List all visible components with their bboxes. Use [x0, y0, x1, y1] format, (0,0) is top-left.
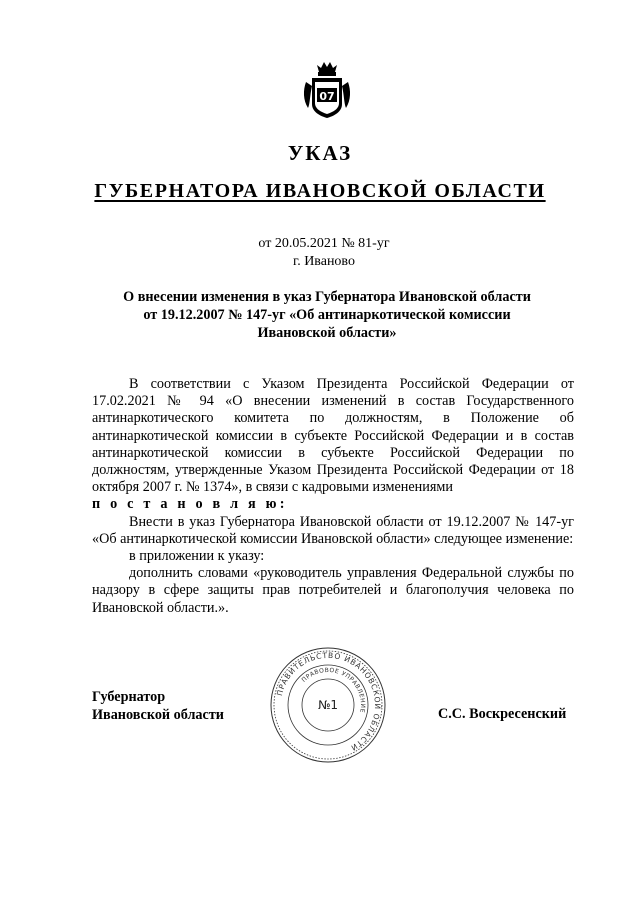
svg-text:ПРАВОВОЕ УПРАВЛЕНИЕ: ПРАВОВОЕ УПРАВЛЕНИЕ [300, 666, 367, 714]
subject-line: О внесении изменения в указ Губернатора Ивановской области [123, 289, 531, 305]
svg-text:№1: №1 [317, 698, 339, 712]
document-body [92, 376, 574, 617]
body-paragraph: в приложении к указу: [129, 548, 265, 565]
decree-word-paragraph [92, 496, 574, 513]
document-date-number: от 20.05.2021 № 81-уг [258, 236, 390, 251]
issuer-title [0, 180, 640, 203]
coat-of-arms-icon [300, 60, 354, 120]
signatory-position-line: Губернатор [92, 689, 166, 705]
official-seal-stamp [268, 645, 388, 765]
signatory-position-line: Ивановской области [92, 707, 224, 723]
signatory-position [92, 688, 224, 724]
decree-word: п о с т а н о в л я ю: [92, 496, 288, 513]
svg-text:07: 07 [319, 90, 335, 103]
subject-line: Ивановской области» [257, 325, 397, 341]
document-subject [80, 288, 574, 342]
subject-line: от 19.12.2007 № 147-уг «Об антинаркотической комиссии [143, 307, 511, 323]
body-paragraph: дополнить словами «руководитель управления Федеральной службы по надзору в сфере защиты прав потребителей и благополучия человека по Ивановской области.». [92, 565, 574, 616]
body-paragraph: Внести в указ Губернатора Ивановской области от 19.12.2007 № 147-уг «Об антинаркотической комиссии Ивановской области» следующее изменение: [92, 513, 574, 547]
issuer-title-text: ГУБЕРНАТОРА ИВАНОВСКОЙ ОБЛАСТИ [94, 180, 546, 202]
document-city: г. Иваново [293, 254, 355, 269]
signatory-name: С.С. Воскресенский [438, 706, 567, 722]
document-type-title: УКАЗ [287, 141, 353, 165]
preamble-paragraph: В соответствии с Указом Президента Российской Федерации от 17.02.2021 № 94 «О внесении изменений в состав Государственного антинаркотического комитета по должностям, в Положение об антинаркотической комиссии в субъекте Российской Федерации и в состав антинаркотической комиссии в субъекте Российской Федерации по должностям, утвержденные Указом Президента Российской Федерации от 18 октября 2007 г. № 1374», в связи с кадровыми изменениями [92, 376, 574, 496]
svg-text:ПРАВИТЕЛЬСТВО ИВАНОВСКОЙ ОБЛАС: ПРАВИТЕЛЬСТВО ИВАНОВСКОЙ ОБЛАСТИ [274, 650, 383, 753]
